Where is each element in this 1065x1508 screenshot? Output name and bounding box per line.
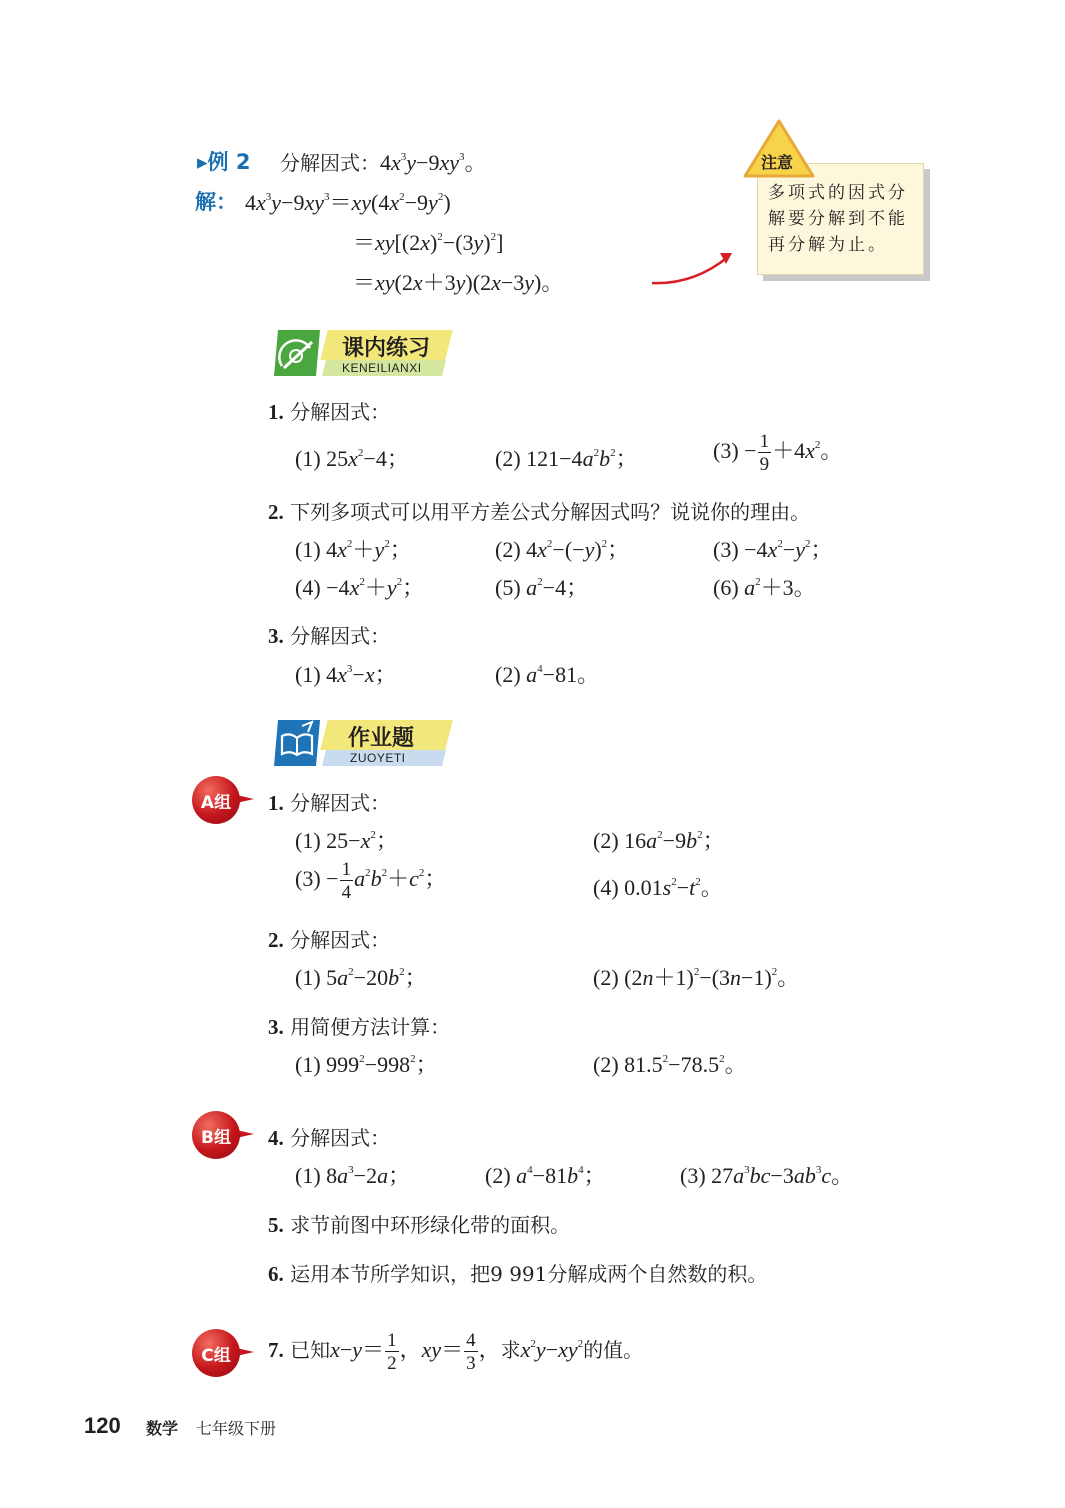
homework-title: 作业题 bbox=[348, 726, 415, 751]
practice-q2-part4: $(4) -4x^2+y^2$； bbox=[295, 575, 425, 600]
solution-line-1: $4x^3y-9xy^3=xy(4x^2-9y^2)$ bbox=[245, 190, 451, 215]
question-number: 6. bbox=[268, 1262, 284, 1286]
homework-q1-part2: (2) $16a^2-9b^2$； bbox=[593, 828, 725, 853]
question-number: 1. bbox=[268, 791, 284, 815]
group-c-badge: C组 bbox=[192, 1329, 240, 1377]
question-text: 下列多项式可以用平方差公式分解因式吗？说说你的理由。 bbox=[290, 500, 811, 524]
q7-ask: 求 bbox=[500, 1338, 521, 1363]
q7-expression: $x^2y-xy^2$ bbox=[520, 1337, 584, 1363]
practice-q1 bbox=[268, 396, 390, 425]
solution-line-3: ＝xy(2x＋3y)(2x−3y)。 bbox=[353, 270, 564, 295]
q7-condition: x−y＝ $\frac{1}{2}$ ，xy＝ $\frac{4}{3}$ ， bbox=[330, 1330, 501, 1374]
solution-label: 解： bbox=[195, 190, 237, 214]
homework-q4 bbox=[268, 1122, 390, 1151]
homework-q3-part1: (1) $999^2-998^2$； bbox=[295, 1052, 438, 1077]
practice-q3-part1: (1) $4x^3-x$； bbox=[295, 662, 397, 687]
book-icon bbox=[272, 718, 322, 768]
question-text: 已知 bbox=[290, 1338, 331, 1363]
arrow-icon bbox=[648, 245, 738, 290]
practice-q2-part6: (6) $a^2+3$。 bbox=[713, 575, 816, 600]
homework-q7 bbox=[268, 1331, 643, 1373]
question-text: 分解因式： bbox=[290, 791, 391, 815]
practice-q1-part2: (2) $121-4a^2b^2$； bbox=[495, 446, 638, 471]
question-text: 运用本节所学知识，把9 991分解成两个自然数的积。 bbox=[290, 1262, 768, 1286]
example-expression: $4x^3y-9xy^3$。 bbox=[380, 150, 487, 175]
question-number: 5. bbox=[268, 1213, 284, 1237]
example-prompt-text: 分解因式： bbox=[280, 151, 380, 175]
question-text: 分解因式： bbox=[290, 400, 391, 424]
homework-q1 bbox=[268, 787, 390, 816]
homework-q1-part4: (4) $0.01s^2-t^2$。 bbox=[593, 875, 723, 900]
question-text: 分解因式： bbox=[290, 1126, 391, 1150]
homework-q4-part1: (1) $8a^3-2a$； bbox=[295, 1163, 411, 1188]
question-text: 分解因式： bbox=[290, 624, 391, 648]
question-text: 求节前图中环形绿化带的面积。 bbox=[290, 1213, 571, 1237]
homework-banner bbox=[272, 718, 462, 768]
homework-q3-part2: (2) $81.5^2-78.5^2$。 bbox=[593, 1052, 747, 1077]
question-text-end: 的值。 bbox=[583, 1338, 644, 1363]
page-number: 120 bbox=[84, 1413, 121, 1438]
homework-q2-part1: (1) $5a^2-20b^2$； bbox=[295, 965, 427, 990]
solution-line-2: $=xy[(2x)^2-(3y)^2]$ bbox=[353, 230, 504, 255]
question-number: 2. bbox=[268, 500, 284, 524]
homework-q3 bbox=[268, 1011, 450, 1040]
practice-q2-part2: (2) $4x^2-(-y)^2$； bbox=[495, 537, 630, 562]
practice-q1-part3: (3) − $\frac{1}{9}$ $+4x^2$。 bbox=[713, 431, 843, 475]
practice-q2 bbox=[268, 496, 810, 525]
question-number: 7. bbox=[268, 1338, 284, 1363]
homework-q1-part1: (1) $25-x^2$； bbox=[295, 828, 398, 853]
homework-q2-part2: (2) $(2n+1)^2-(3n-1)^2$。 bbox=[593, 965, 800, 990]
practice-q3 bbox=[268, 620, 390, 649]
homework-q2 bbox=[268, 924, 390, 953]
practice-title: 课内练习 bbox=[342, 336, 431, 361]
practice-q1-part1: (1) $25x^2-4$； bbox=[295, 446, 409, 471]
footer-subject: 数学 bbox=[146, 1419, 179, 1438]
practice-banner bbox=[272, 328, 462, 378]
practice-q2-part5: (5) $a^2-4$； bbox=[495, 575, 589, 600]
practice-q2-part3: $(3) -4x^2-y^2$； bbox=[713, 537, 833, 562]
homework-subtitle: ZUOYETI bbox=[350, 751, 406, 765]
question-text: 分解因式： bbox=[290, 928, 391, 952]
homework-q4-part3: (3) $27a^3bc-3ab^3c$。 bbox=[680, 1163, 854, 1188]
footer-grade: 七年级下册 bbox=[196, 1419, 277, 1438]
group-b-badge: B组 bbox=[192, 1111, 240, 1159]
note-title: 注意 bbox=[761, 153, 794, 172]
protractor-icon bbox=[272, 328, 322, 378]
practice-subtitle: KENEILIANXI bbox=[342, 361, 422, 375]
question-text: 用简便方法计算： bbox=[290, 1015, 451, 1039]
practice-q3-part2: (2) $a^4-81$。 bbox=[495, 662, 600, 687]
homework-q4-part2: (2) $a^4-81b^4$； bbox=[485, 1163, 606, 1188]
homework-q5 bbox=[268, 1209, 570, 1238]
example-prompt bbox=[280, 146, 487, 177]
homework-q6 bbox=[268, 1258, 767, 1287]
note-text: 多项式的因式分解要分解到不能再分解为止。 bbox=[768, 183, 908, 255]
question-number: 3. bbox=[268, 1015, 284, 1039]
homework-q1-part3: (3) − $\frac{1}{4}$ $a^2b^2+c^2$； bbox=[295, 859, 447, 903]
practice-q2-part1: (1) $4x^2+y^2$； bbox=[295, 537, 412, 562]
question-number: 3. bbox=[268, 624, 284, 648]
question-number: 2. bbox=[268, 928, 284, 952]
group-a-badge: A组 bbox=[192, 776, 240, 824]
question-number: 1. bbox=[268, 400, 284, 424]
question-number: 4. bbox=[268, 1126, 284, 1150]
example-marker: ▸例 2 bbox=[197, 150, 251, 174]
